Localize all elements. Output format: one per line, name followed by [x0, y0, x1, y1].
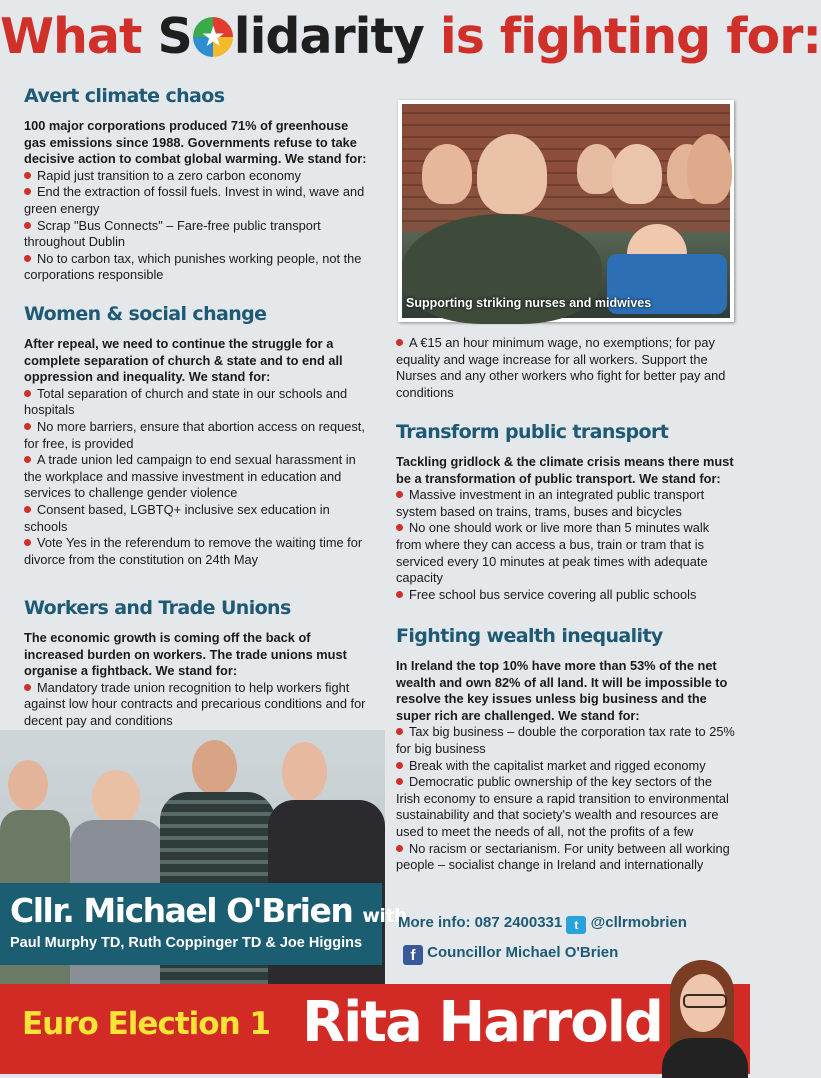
facebook-page[interactable]: Councillor Michael O'Brien [427, 944, 619, 961]
rally-photo [398, 100, 734, 322]
item-text: Vote Yes in the referendum to remove the waiting time for divorce from the constitution on 24th May [24, 535, 363, 567]
candidate-name [10, 891, 407, 930]
list-item [396, 774, 736, 840]
bullet-icon [396, 845, 403, 852]
rita-harrold-photo [648, 954, 750, 1074]
list-item [396, 758, 736, 775]
election-label: Euro Election 1 [22, 1006, 271, 1042]
bullet-icon [24, 188, 31, 195]
candidate-name-text: Cllr. Michael O'Brien [10, 891, 353, 930]
list-item [396, 520, 736, 586]
item-text: No racism or sectarianism. For unity between all working people – socialist change in Ireland and internationally [396, 840, 730, 873]
bullet-icon [24, 506, 31, 513]
list-item [24, 218, 370, 251]
person-photo [422, 144, 472, 204]
list-item [24, 184, 370, 217]
item-text: Total separation of church and state in our schools and hospitals [24, 385, 348, 418]
twitter-icon: t [566, 916, 586, 934]
section-wealth [396, 624, 736, 874]
list-item [396, 724, 736, 757]
section-heading: Women & social change [24, 303, 267, 325]
item-text: Consent based, LGBTQ+ inclusive sex education in schools [24, 501, 330, 534]
title-what: What [0, 8, 142, 65]
list-item [396, 487, 736, 520]
person-photo [8, 760, 48, 810]
section-workers [24, 596, 370, 730]
item-text: Rapid just transition to a zero carbon economy [37, 167, 301, 183]
election-banner [0, 984, 750, 1074]
person-photo [92, 770, 140, 825]
phone-text: More info: 087 2400331 [398, 914, 563, 931]
solidarity-logo-icon [193, 17, 233, 57]
bullet-list [24, 168, 370, 284]
person-photo [612, 144, 662, 204]
item-text: No more barriers, ensure that abortion access on request, for free, is provided [24, 418, 365, 451]
item-text: Free school bus service covering all public schools [409, 586, 697, 602]
bullet-icon [24, 423, 31, 430]
bullet-icon [396, 339, 403, 346]
bullet-list [396, 724, 736, 873]
section-lead: The economic growth is coming off the back of increased burden on workers. The trade unions must organise a fightback. We stand for: [24, 630, 347, 679]
item-text: No to carbon tax, which punishes working people, not the corporations responsible [24, 250, 362, 283]
item-text: No one should work or live more than 5 minutes walk from where they can access a bus, train or tram that is serviced every 10 minutes at peak times with adequate capacity [396, 520, 710, 586]
bullet-icon [396, 524, 403, 531]
bullet-list [24, 680, 370, 730]
contact-line [398, 914, 687, 934]
facebook-line [403, 944, 618, 965]
list-item [24, 502, 370, 535]
bullet-icon [24, 255, 31, 262]
bullet-list [396, 335, 736, 401]
person-photo [192, 740, 237, 795]
bullet-icon [24, 172, 31, 179]
title-fighting: is fighting for: [439, 8, 821, 65]
euro-candidate-name: Rita Harrold [302, 990, 663, 1055]
item-text: End the extraction of fossil fuels. Invest in wind, wave and green energy [24, 184, 365, 216]
list-item [396, 841, 736, 874]
list-item [396, 335, 736, 401]
bullet-list [396, 487, 736, 603]
item-text: A trade union led campaign to end sexual harassment in the workplace and massive investment in education and services to challenge gender violence [24, 452, 356, 501]
list-item [24, 419, 370, 452]
section-climate [24, 84, 370, 284]
glasses-icon [683, 994, 727, 1008]
section-lead: After repeal, we need to continue the struggle for a complete separation of church & state and to end all oppression and inequality. We stand for: [24, 336, 343, 385]
person-body [662, 1038, 748, 1078]
bullet-icon [24, 539, 31, 546]
section-heading: Workers and Trade Unions [24, 597, 291, 619]
person-photo [577, 144, 617, 194]
supporters-line: Paul Murphy TD, Ruth Coppinger TD & Joe Higgins [10, 935, 363, 951]
item-text: Mandatory trade union recognition to help workers fight against low hour contracts and precarious conditions and for decent pay and conditions [24, 679, 366, 728]
bullet-icon [24, 390, 31, 397]
candidate-namebox [0, 883, 408, 965]
section-heading: Avert climate chaos [24, 85, 225, 107]
title-solidarity: lidarity [233, 8, 424, 65]
list-item [396, 587, 736, 604]
list-item [24, 168, 370, 185]
section-transport [396, 420, 736, 603]
person-photo [687, 134, 732, 204]
bullet-icon [396, 762, 403, 769]
facebook-icon: f [403, 945, 423, 965]
item-text: Democratic public ownership of the key sectors of the Irish economy to ensure a rapid transition to environmental sustainability and that society's wealth and resources are used to meet the needs of all, not the profits of a few [396, 774, 729, 839]
bullet-icon [396, 728, 403, 735]
bullet-list [24, 386, 370, 569]
section-lead: In Ireland the top 10% have more than 53% of the net wealth and own 82% of all land. It will be impossible to resolve the key issues unless big business and the super rich are challenged. We stand for: [396, 658, 728, 723]
item-text: Massive investment in an integrated public transport system based on trains, trams, buses and bicycles [396, 487, 705, 519]
item-text: Tax big business – double the corporation tax rate to 25% for big business [396, 724, 735, 756]
item-text: A €15 an hour minimum wage, no exemptions; for pay equality and wage increase for all workers. Support the Nurses and any other workers who fight for better pay and conditions [396, 335, 726, 400]
list-item [24, 251, 370, 284]
photo-caption: Supporting striking nurses and midwives [406, 296, 652, 310]
bullet-icon [396, 591, 403, 598]
list-item [24, 680, 370, 730]
title-s: S [141, 8, 192, 65]
bullet-icon [24, 456, 31, 463]
section-heading: Transform public transport [396, 421, 669, 443]
list-item [24, 535, 370, 568]
list-item [24, 386, 370, 419]
section-wages [396, 335, 736, 401]
list-item [24, 452, 370, 502]
person-photo [282, 742, 327, 802]
item-text: Break with the capitalist market and rigged economy [409, 757, 706, 773]
section-women [24, 302, 370, 568]
bullet-icon [24, 222, 31, 229]
bullet-icon [24, 684, 31, 691]
page-title [0, 4, 821, 70]
person-photo [477, 134, 547, 214]
with-text: with [362, 905, 408, 927]
twitter-handle[interactable]: @cllrmobrien [590, 914, 687, 931]
bullet-icon [396, 491, 403, 498]
item-text: Scrap "Bus Connects" – Fare-free public transport throughout Dublin [24, 217, 321, 250]
section-lead: Tackling gridlock & the climate crisis means there must be a transformation of public transport. We stand for: [396, 454, 734, 486]
bullet-icon [396, 778, 403, 785]
section-lead: 100 major corporations produced 71% of greenhouse gas emissions since 1988. Governments refuse to take decisive action to combat global warming. We stand for: [24, 118, 367, 167]
section-heading: Fighting wealth inequality [396, 625, 663, 647]
